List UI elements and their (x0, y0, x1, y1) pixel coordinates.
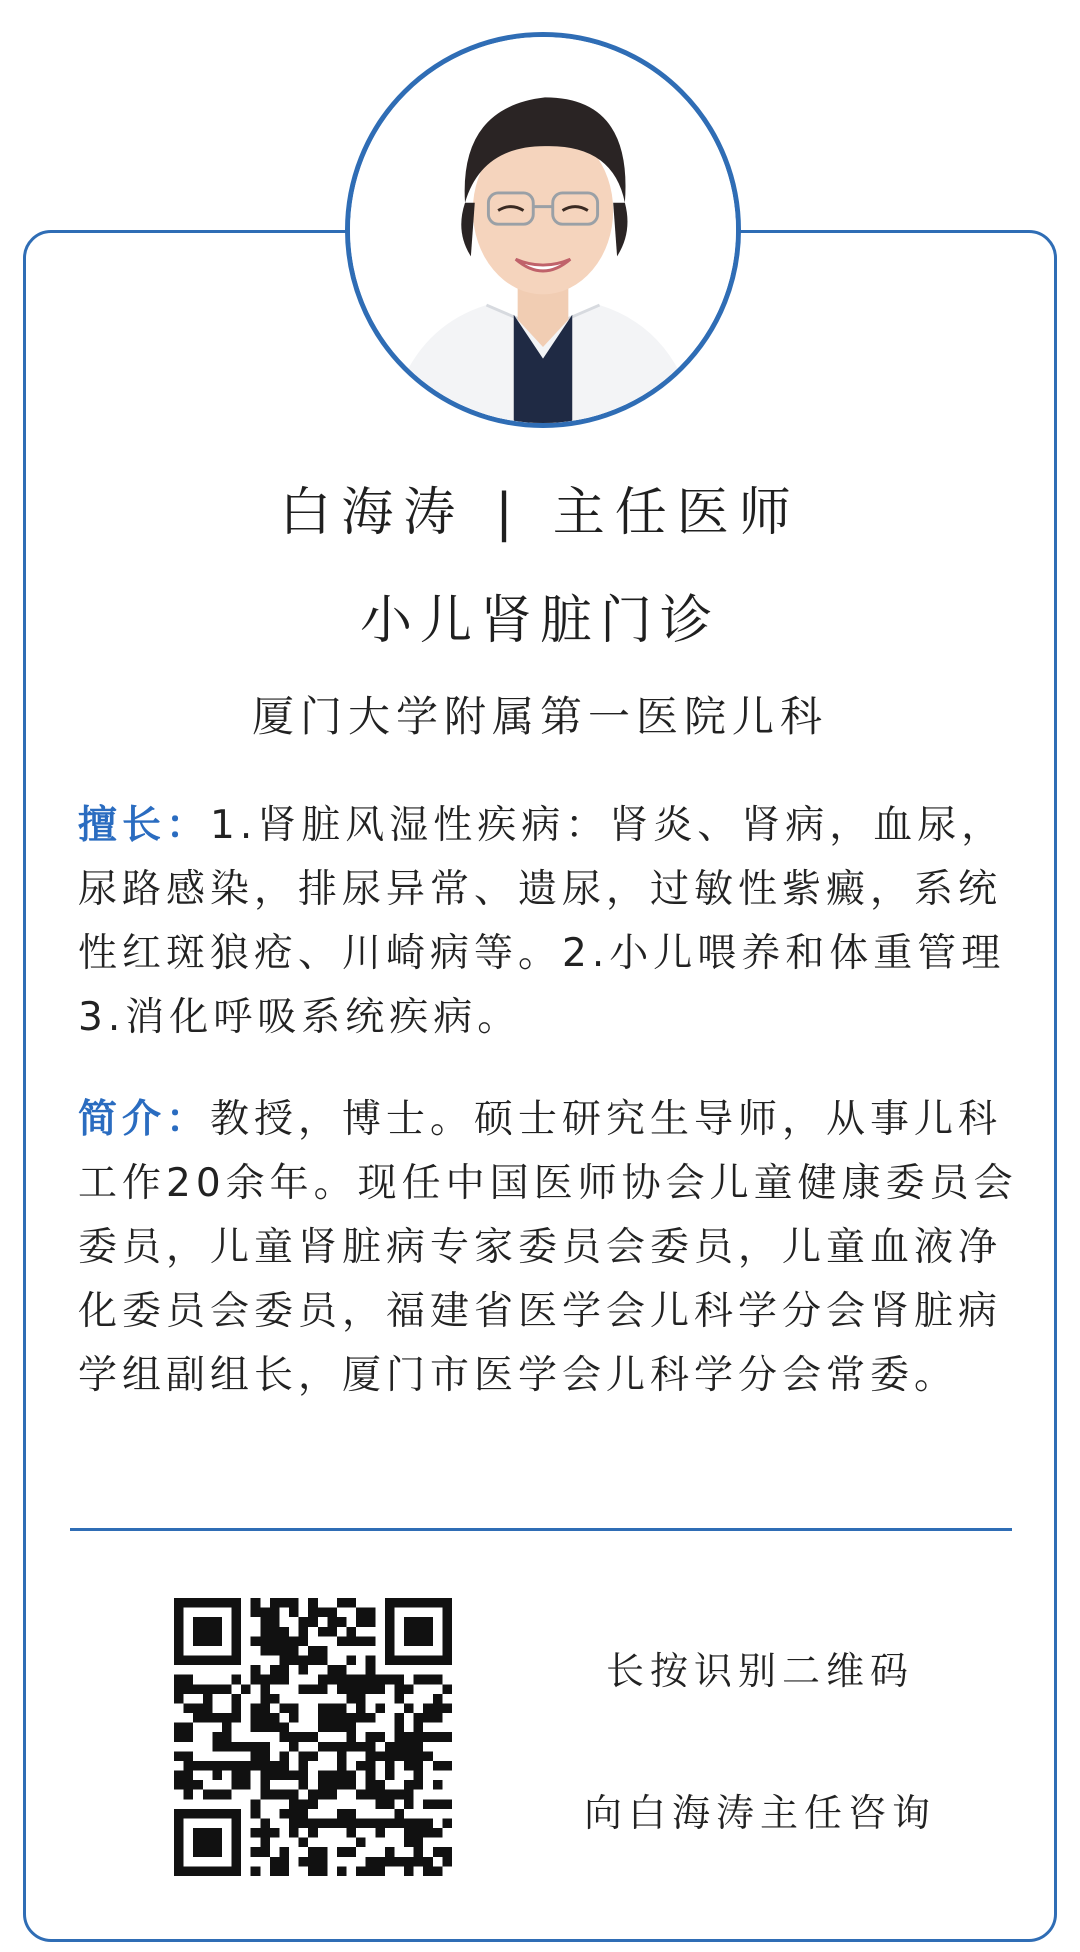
doctor-avatar (345, 32, 741, 428)
qr-instruction-line1: 长按识别二维码 (605, 1649, 914, 1693)
intro-label: 简介： (78, 1097, 211, 1142)
qr-code-icon[interactable] (174, 1598, 452, 1876)
hospital-name: 厦门大学附属第一医院儿科 (251, 692, 828, 741)
qr-instruction-line2: 向白海涛主任咨询 (583, 1791, 936, 1835)
intro-section (78, 1088, 1028, 1408)
name-title-separator: | (495, 483, 523, 543)
expertise-label: 擅长： (78, 803, 211, 848)
doctor-name: 白海涛 (279, 483, 466, 543)
expertise-section (78, 794, 1028, 1050)
doctor-name-title (0, 470, 1080, 545)
doctor-title: 主任医师 (552, 483, 801, 543)
section-divider (70, 1528, 1012, 1531)
intro-text: 教授，博士。硕士研究生导师，从事儿科工作20余年。现任中国医师协会儿童健康委员会委员，儿童肾脏病专家委员会委员，儿童血液净化委员会委员，福建省医学会儿科学分会肾脏病学组副组长，厦门市医学会儿科学分会常委。 (78, 1097, 1018, 1398)
expertise-text: 1.肾脏风湿性疾病：肾炎、肾病，血尿，尿路感染，排尿异常、遗尿，过敏性紫癜，系统性红斑狼疮、川崎病等。2.小儿喂养和体重管理3.消化呼吸系统疾病。 (78, 803, 1006, 1040)
clinic-name: 小儿肾脏门诊 (359, 591, 720, 651)
